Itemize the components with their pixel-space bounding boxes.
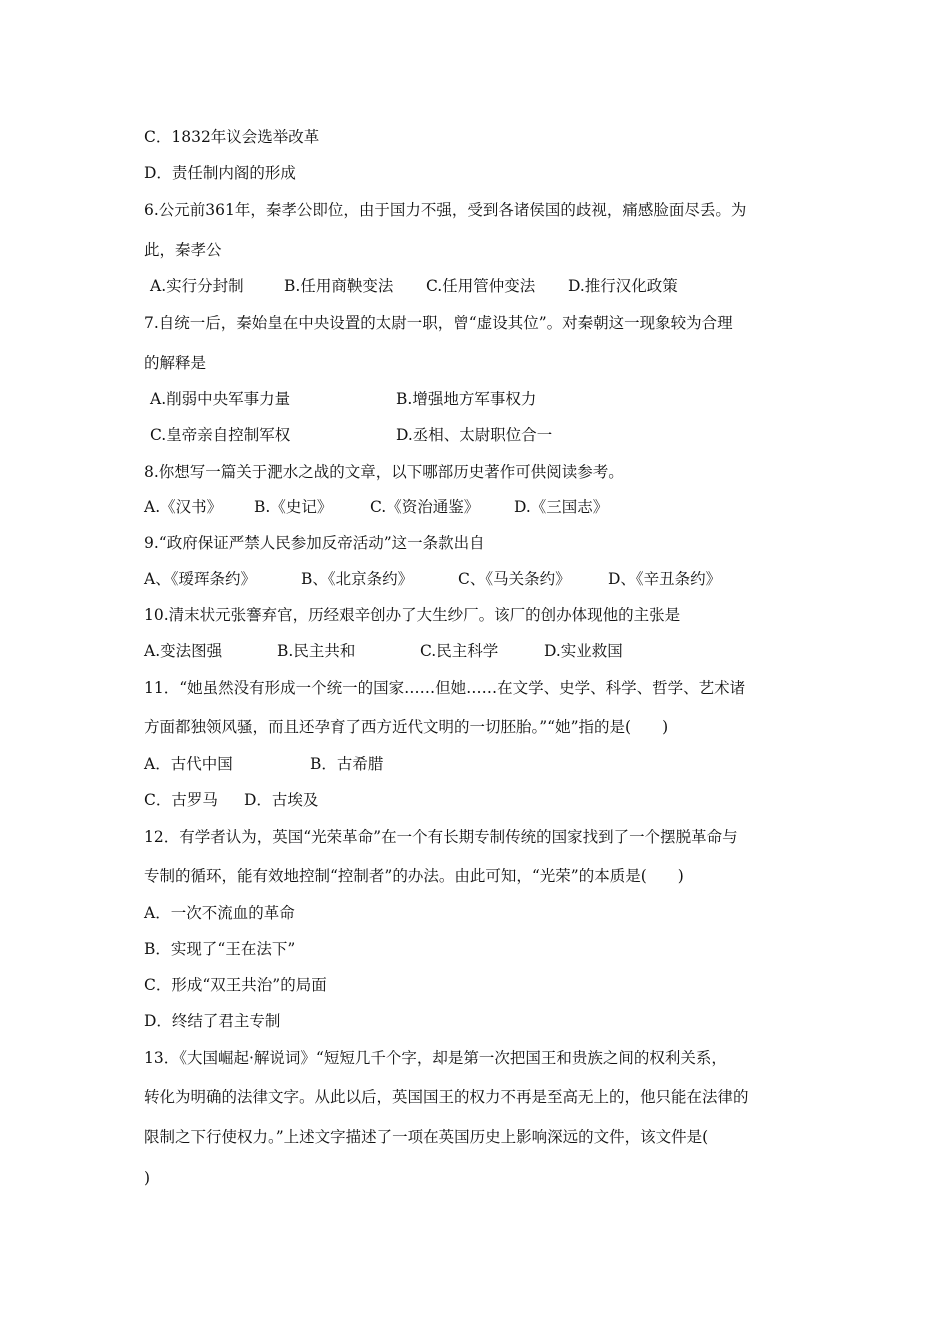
question-text: 8.你想写一篇关于淝水之战的文章，以下哪部历史著作可供阅读参考。 xyxy=(144,463,624,481)
option: A、《瑷珲条约》 xyxy=(144,570,256,588)
question-text: 转化为明确的法律文字。从此以后，英国国王的权力不再是至高无上的，他只能在法律的 xyxy=(144,1088,749,1106)
option-line: D．责任制内阁的形成 xyxy=(144,164,296,182)
option: A.《汉书》 xyxy=(144,498,223,516)
option: B．古希腊 xyxy=(310,755,384,773)
options-row-q10 xyxy=(144,641,623,661)
question-text: 7.自统一后，秦始皇在中央设置的太尉一职，曾“虚设其位”。对秦朝这一现象较为合理 xyxy=(144,314,733,332)
options-row-q8 xyxy=(144,497,608,517)
options-row-q6 xyxy=(150,276,678,296)
option: A.变法图强 xyxy=(144,642,223,660)
option: D.推行汉化政策 xyxy=(568,277,678,295)
option: C.皇帝亲自控制军权 xyxy=(150,426,291,444)
question-text: 13．《大国崛起·解说词》“短短几千个字，却是第一次把国王和贵族之间的权利关系， xyxy=(144,1049,727,1067)
options-row-q11b xyxy=(144,790,318,810)
option: A.削弱中央军事力量 xyxy=(150,390,291,408)
option: B.民主共和 xyxy=(277,642,356,660)
option: B.增强地方军事权力 xyxy=(396,390,537,408)
question-text: 的解释是 xyxy=(144,354,207,372)
option: B、《北京条约》 xyxy=(301,570,414,588)
option: B.《史记》 xyxy=(254,498,333,516)
option: A.实行分封制 xyxy=(150,277,244,295)
question-text: 专制的循环，能有效地控制“控制者”的办法。由此可知，“光荣”的本质是( ) xyxy=(144,867,684,885)
question-text: 方面都独领风骚，而且还孕育了西方近代文明的一切胚胎。”“她”指的是( ) xyxy=(144,718,669,736)
option: D.实业救国 xyxy=(544,642,623,660)
option: D．古埃及 xyxy=(244,791,319,809)
question-text: 限制之下行使权力。”上述文字描述了一项在英国历史上影响深远的文件，该文件是( xyxy=(144,1128,709,1146)
option: A．古代中国 xyxy=(144,755,233,773)
option-line: A．一次不流血的革命 xyxy=(144,904,295,922)
question-text: 10.清末状元张謇弃官，历经艰辛创办了大生纱厂。该厂的创办体现他的主张是 xyxy=(144,606,681,624)
option: C.《资治通鉴》 xyxy=(370,498,480,516)
option: C.民主科学 xyxy=(420,642,499,660)
question-text: 12．有学者认为，英国“光荣革命”在一个有长期专制传统的国家找到了一个摆脱革命与 xyxy=(144,828,738,846)
option: C、《马关条约》 xyxy=(458,570,571,588)
option-line: C．1832年议会选举改革 xyxy=(144,128,320,146)
question-text: 6.公元前361年，秦孝公即位，由于国力不强，受到各诸侯国的歧视，痛感脸面尽丢。为 xyxy=(144,201,747,219)
question-text: 此，秦孝公 xyxy=(144,241,222,259)
option: C．古罗马 xyxy=(144,791,218,809)
option-line: B．实现了“王在法下” xyxy=(144,940,296,958)
option: C.任用管仲变法 xyxy=(426,277,536,295)
option-line: C．形成“双王共治”的局面 xyxy=(144,976,327,994)
question-text: 9.“政府保证严禁人民参加反帝活动”这一条款出自 xyxy=(144,534,485,552)
question-text: 11．“她虽然没有形成一个统一的国家……但她……在文学、史学、科学、哲学、艺术诸 xyxy=(144,679,746,697)
question-text: ) xyxy=(144,1169,151,1187)
option: D、《辛丑条约》 xyxy=(608,570,722,588)
option-line: D．终结了君主专制 xyxy=(144,1012,281,1030)
options-row-q9 xyxy=(144,569,721,589)
options-row-q11a xyxy=(144,754,383,774)
options-row-q7a xyxy=(150,389,536,409)
options-row-q7b xyxy=(150,425,552,445)
option: D.《三国志》 xyxy=(514,498,609,516)
option: B.任用商鞅变法 xyxy=(284,277,394,295)
option: D.丞相、太尉职位合一 xyxy=(396,426,553,444)
